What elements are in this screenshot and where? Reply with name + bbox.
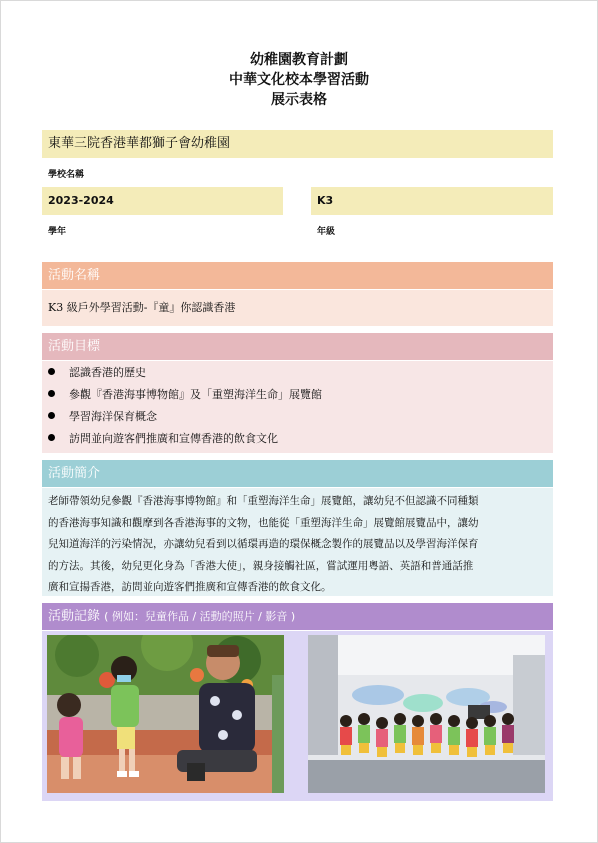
- activity-name-heading: 活動名稱: [42, 262, 553, 289]
- school-name-label: 學校名稱: [48, 170, 85, 180]
- intro-heading: 活動簡介: [42, 460, 553, 487]
- school-year-label: 學年: [48, 227, 67, 237]
- title-line-1: 幼稚園教育計劃: [250, 52, 348, 68]
- record-heading-label: 活動記錄: [48, 609, 101, 624]
- document-title: [0, 50, 598, 110]
- intro-line: 兒知道海洋的污染情況，亦讓幼兒看到以循環再造的環保概念製作的展覽品以及學習海洋保育: [48, 538, 479, 550]
- title-line-2: 中華文化校本學習活動: [229, 72, 369, 88]
- school-name-field: 東華三院香港華都獅子會幼稚園: [42, 130, 553, 158]
- record-heading: [42, 603, 553, 630]
- photo-child-interview-image: [47, 635, 284, 793]
- record-photos-area: [42, 631, 553, 801]
- intro-line: 的香港海事知識和觀摩到各香港海事的文物，也能從「重塑海洋生命」展覽館展覽品中，讓幼: [48, 516, 479, 529]
- title-line-3: 展示表格: [271, 92, 327, 108]
- objective-item: 認識香港的歷史: [48, 366, 146, 380]
- photo-exhibition-group-image: [308, 635, 545, 793]
- objective-item: 參觀『香港海事博物館』及「重塑海洋生命」展覽館: [48, 388, 322, 402]
- photo-exhibition-group: [308, 635, 545, 793]
- grade-field: K3: [311, 187, 553, 215]
- bullet-icon: [48, 368, 55, 375]
- bullet-icon: [48, 390, 55, 397]
- objective-item: 訪問並向遊客們推廣和宣傳香港的飲食文化: [48, 432, 278, 446]
- objective-item: 學習海洋保育概念: [48, 410, 157, 424]
- objectives-heading: 活動目標: [42, 333, 553, 360]
- bullet-icon: [48, 434, 55, 441]
- activity-name-value: K3 級戶外學習活動-『童』你認識香港: [42, 290, 553, 326]
- intro-line: 廣和宣揚香港，訪問並向遊客們推廣和宣傳香港的飲食文化。: [48, 581, 332, 593]
- photo-child-interview: [47, 635, 284, 793]
- intro-line: 老師帶領幼兒參觀『香港海事博物館』和「重塑海洋生命」展覽館，讓幼兒不但認識不同種類: [48, 495, 479, 507]
- bullet-icon: [48, 412, 55, 419]
- objectives-list: [42, 361, 553, 453]
- intro-line: 的方法。其後，幼兒更化身為「香港大使」，親身接觸社區，嘗試運用粵語、英語和普通話推: [48, 559, 474, 572]
- intro-paragraph: [42, 488, 553, 596]
- record-heading-note: ( 例如：兒童作品 / 活動的照片 / 影音 ): [104, 610, 296, 623]
- school-year-field: 2023-2024: [42, 187, 283, 215]
- grade-label: 年級: [317, 227, 336, 237]
